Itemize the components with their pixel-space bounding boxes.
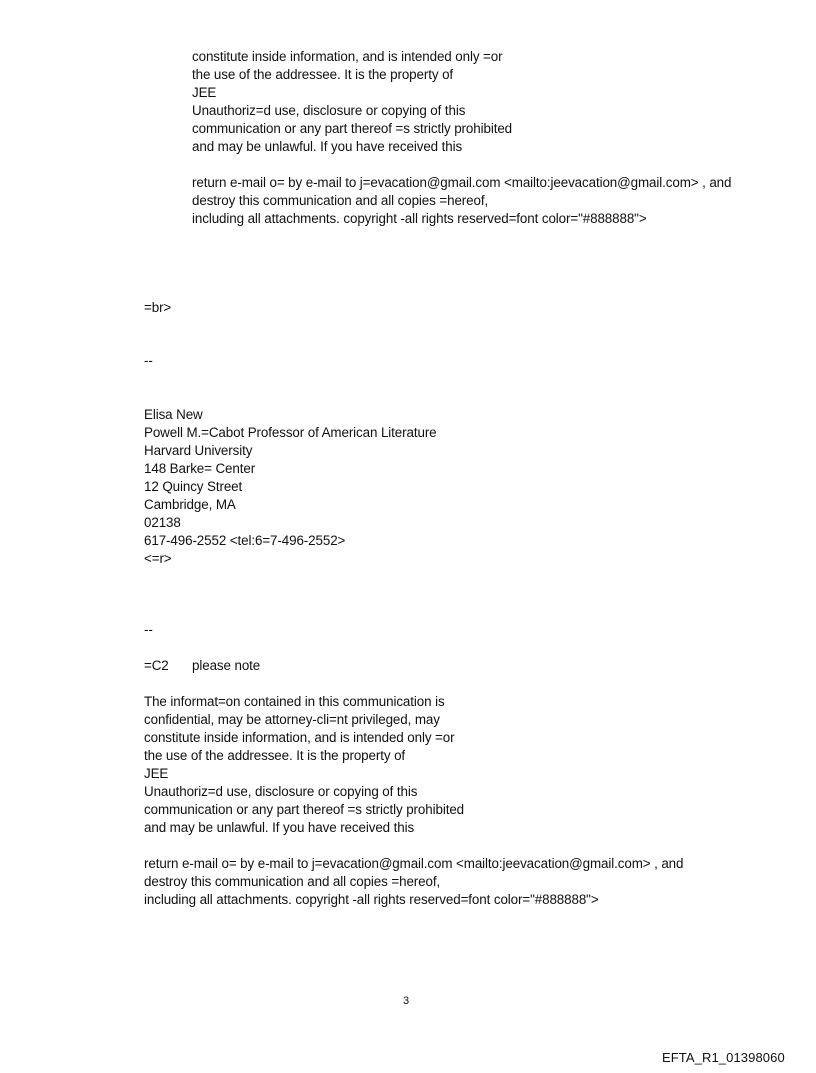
signature-building: 148 Barke= Center (144, 461, 256, 476)
disclaimer-line: confidential, may be attorney-cli=nt privileged, may (144, 712, 440, 727)
html-fragment-r: <=r> (144, 551, 172, 566)
disclaimer-line: The informat=on contained in this communication is (144, 694, 445, 709)
quoted-disclaimer-line: including all attachments. copyright -all rights reserved=font color="#888888"> (192, 211, 647, 226)
signature-title: Powell M.=Cabot Professor of American Literature (144, 425, 437, 440)
page-number: 3 (403, 995, 410, 1007)
quoted-disclaimer-line: return e-mail o= by e-mail to j=evacation@gmail.com <mailto:jeevacation@gmail.com> , and (192, 175, 732, 190)
note-label: please note (192, 658, 261, 673)
quoted-disclaimer-line: constitute inside information, and is intended only =or (192, 49, 503, 64)
signature-name: Elisa New (144, 407, 203, 422)
signature-phone: 617-496-2552 <tel:6=7-496-2552> (144, 533, 346, 548)
note-code: =C2 (144, 658, 169, 673)
disclaimer-line: communication or any part thereof =s strictly prohibited (144, 802, 465, 817)
signature-separator: -- (144, 353, 153, 368)
quoted-disclaimer-line: JEE (192, 85, 217, 100)
quoted-disclaimer-line: Unauthoriz=d use, disclosure or copying of this (192, 103, 466, 118)
disclaimer-line: the use of the addressee. It is the property of (144, 748, 406, 763)
quoted-disclaimer-line: communication or any part thereof =s strictly prohibited (192, 121, 513, 136)
disclaimer-line: return e-mail o= by e-mail to j=evacation@gmail.com <mailto:jeevacation@gmail.com> , and (144, 856, 684, 871)
signature-zip: 02138 (144, 515, 181, 530)
quoted-disclaimer-line: destroy this communication and all copies =hereof, (192, 193, 489, 208)
quoted-disclaimer-line: the use of the addressee. It is the property of (192, 67, 454, 82)
quoted-disclaimer-line: and may be unlawful. If you have received this (192, 139, 463, 154)
signature-separator: -- (144, 622, 153, 637)
signature-university: Harvard University (144, 443, 253, 458)
html-fragment-br: =br> (144, 300, 172, 315)
disclaimer-line: JEE (144, 766, 169, 781)
document-id: EFTA_R1_01398060 (662, 1050, 785, 1065)
signature-city: Cambridge, MA (144, 497, 236, 512)
disclaimer-line: constitute inside information, and is intended only =or (144, 730, 455, 745)
disclaimer-line: including all attachments. copyright -all rights reserved=font color="#888888"> (144, 892, 599, 907)
disclaimer-line: Unauthoriz=d use, disclosure or copying of this (144, 784, 418, 799)
disclaimer-line: and may be unlawful. If you have received this (144, 820, 415, 835)
signature-street: 12 Quincy Street (144, 479, 243, 494)
disclaimer-line: destroy this communication and all copies =hereof, (144, 874, 441, 889)
